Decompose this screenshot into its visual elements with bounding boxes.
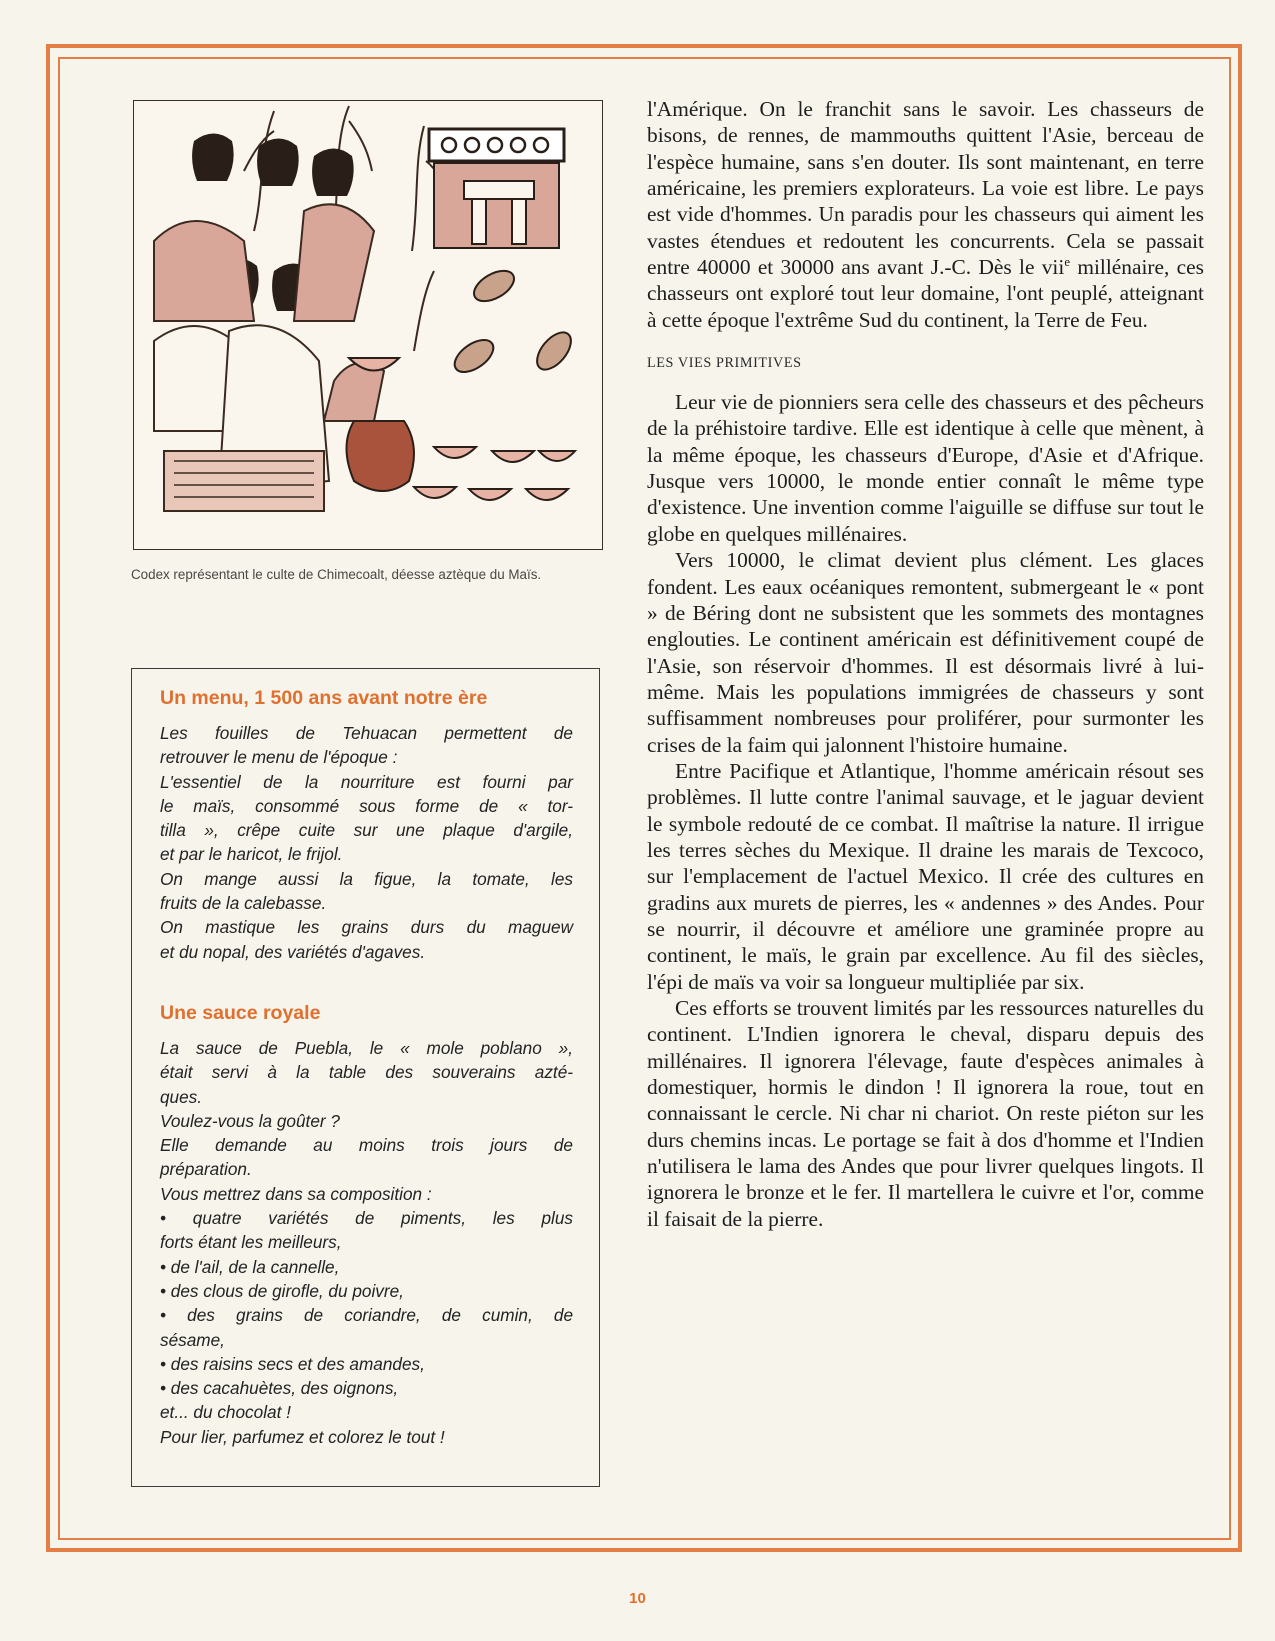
text-line: • des cacahuètes, des oignons, — [160, 1378, 399, 1399]
article-column — [647, 96, 1204, 1232]
text-line: et par le haricot, le frijol. — [160, 844, 343, 865]
text-line: La sauce de Puebla, le « mole poblano », — [160, 1037, 573, 1058]
text-line: et... du chocolat ! — [160, 1402, 291, 1423]
text-line: préparation. — [160, 1159, 252, 1180]
text-line: Les fouilles de Tehuacan permettent de — [160, 723, 573, 743]
text-line: le maïs, consommé sous forme de « tor- — [160, 795, 573, 816]
text-line: était servi à la table des souverains azté- — [160, 1062, 573, 1083]
text-line: • des raisins secs et des amandes, — [160, 1353, 425, 1374]
text-line: forts étant les meilleurs, — [160, 1232, 342, 1253]
text-line: ques. — [160, 1086, 203, 1107]
article-paragraph — [647, 96, 1204, 333]
paragraph-text: millénaire, ces chasseurs ont exploré tout leur domaine, l'ont peuplé, atteignant à cette époque l'extrême Sud du continent, la Terre de Feu. — [647, 255, 1204, 332]
text-line: • de l'ail, de la cannelle, — [160, 1256, 340, 1277]
page-number: 10 — [629, 1590, 646, 1607]
text-line: • des grains de coriandre, de cumin, de — [160, 1305, 573, 1326]
sidebar-title-menu: Un menu, 1 500 ans avant notre ère — [160, 687, 488, 709]
text-line: et du nopal, des variétés d'agaves. — [160, 941, 426, 962]
codex-illustration — [133, 100, 603, 550]
paragraph-text: l'Amérique. On le franchit sans le savoir. Les chasseurs de bisons, de rennes, de mammouths quittent l'Asie, berceau de l'espèce humaine, sans s'en douter. Ils sont maintenant, en terre américaine, les premiers explorateurs. La voie est libre. Le pays est vide d'hommes. Un paradis pour les chasseurs qui aiment les vastes étendues et redoutent les concurrents. Cela se passait entre 40000 et 30000 ans avant J.-C. Dès le vii — [647, 97, 1204, 280]
menu-text — [160, 721, 573, 964]
text-line: • des clous de girofle, du poivre, — [160, 1280, 404, 1301]
sidebar-title-sauce: Une sauce royale — [160, 1001, 321, 1024]
superscript: e — [1064, 254, 1071, 269]
sauce-text — [160, 1036, 573, 1449]
recipe-sidebar — [131, 668, 600, 1487]
text-line: On mange aussi la figue, la tomate, les — [160, 868, 573, 889]
article-paragraph: Vers 10000, le climat devient plus clément. Les glaces fondent. Les eaux océaniques remontent, submergeant le « pont » de Béring dont ne subsistent que les sommets des montagnes englouties. Le continent américain est définitivement coupé de l'Asie, son réservoir d'hommes. Il est désormais livré à lui-même. Mais les populations immigrées de chasseurs y sont suffisamment nombreuses pour proliférer, pour surmonter les crises de la faim qui jalonnent l'histoire humaine. — [647, 548, 1204, 757]
text-line: fruits de la calebasse. — [160, 893, 327, 914]
article-paragraph: Leur vie de pionniers sera celle des chasseurs et des pêcheurs de la préhistoire tardive. Elle est identique à celle que mènent, à la même époque, les chasseurs d'Europe, d'Asie et d'Afrique. Jusque vers 10000, le monde entier connaît le même type d'existence. Une invention comme l'aiguille se diffuse sur tout le globe en quelques millénaires. — [647, 390, 1204, 546]
article-paragraph: Ces efforts se trouvent limités par les ressources naturelles du continent. L'Indien ignorera le cheval, disparu depuis des millénaires. Il ignorera l'élevage, faute d'espèces animales à domestiquer, hormis le dindon ! Il ignorera la roue, tout en connaissant le cercle. Ni char ni chariot. On reste piéton sur les durs chemins incas. Le portage se fait à dos d'homme et l'Indien n'utilisera le lama des Andes que pour livrer quelques lingots. Il ignorera le bronze et le fer. Il martellera le cuivre et l'or, comme il faisait de la pierre. — [647, 996, 1204, 1231]
article-paragraph: Entre Pacifique et Atlantique, l'homme américain résout ses problèmes. Il lutte contre l'animal sauvage, et le jaguar devient le symbole redouté de ce combat. Il maîtrise la nature. Il irrigue les terres sèches du Mexique. Il draine les marais de Texcoco, sur l'emplacement de l'actuel Mexico. Il crée des cultures en gradins aux murets de pierres, les « andennes » des Andes. Pour se nourrir, il découvre et améliore une graminée propre au continent, le maïs, le grain par excellence. Au fil des siècles, l'épi de maïs va voir sa longueur multipliée par six. — [647, 758, 1204, 994]
text-line: sésame, — [160, 1329, 225, 1350]
text-line: L'essentiel de la nourriture est fourni par — [160, 771, 573, 792]
illustration-caption: Codex représentant le culte de Chimecoalt, déesse aztèque du Maïs. — [131, 567, 542, 582]
text-line: • quatre variétés de piments, les plus — [160, 1208, 573, 1229]
text-line: On mastique les grains durs du maguew — [160, 917, 573, 938]
text-line: Elle demande au moins trois jours de — [160, 1135, 573, 1156]
text-line: Vous mettrez dans sa composition : — [160, 1183, 432, 1204]
text-line: tilla », crêpe cuite sur une plaque d'argile, — [160, 820, 573, 841]
text-line: retrouver le menu de l'époque : — [160, 747, 398, 768]
text-line: Pour lier, parfumez et colorez le tout ! — [160, 1426, 445, 1447]
section-heading: LES VIES PRIMITIVES — [647, 355, 802, 372]
text-line: Voulez-vous la goûter ? — [160, 1110, 340, 1131]
